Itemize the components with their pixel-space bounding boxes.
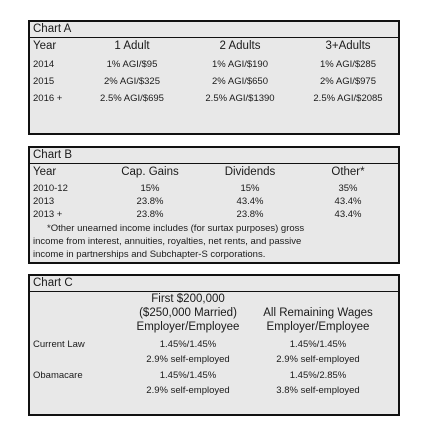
chart-b-year: 2013 + — [33, 209, 63, 220]
chart-b-cell: 23.8% — [236, 209, 264, 220]
table-row — [30, 209, 398, 223]
chart-b-cell: 15% — [240, 183, 260, 194]
chart-c-cell: 1.45%/2.85% — [289, 370, 347, 381]
chart-b-col-other: Other* — [331, 166, 365, 178]
chart-b-cell: 23.8% — [136, 196, 164, 207]
chart-a-year: 2014 — [33, 59, 55, 70]
chart-b-cell: 35% — [338, 183, 358, 194]
chart-a-cell: 2% AGI/$650 — [212, 76, 268, 87]
chart-a-col-year: Year — [33, 40, 57, 52]
chart-b-cell: 23.8% — [136, 209, 164, 220]
chart-b-year: 2013 — [33, 196, 55, 207]
chart-c-cell: 2.9% self-employed — [146, 385, 230, 396]
chart-a-header-row — [30, 40, 398, 54]
chart-c-cell: 1.45%/1.45% — [289, 339, 347, 350]
chart-b-footnote — [33, 222, 395, 261]
chart-a-title-rule — [30, 37, 398, 38]
chart-b-header-row — [30, 166, 398, 180]
chart-a-box — [28, 20, 400, 135]
chart-c-cell: 1.45%/1.45% — [159, 339, 217, 350]
chart-a-cell: 2.5% AGI/$1390 — [205, 93, 275, 104]
footnote-line: income in partnerships and Subchapter-S corporations. — [33, 249, 266, 260]
footnote-line: *Other unearned income includes (for surtax purposes) gross — [47, 223, 305, 234]
chart-a-year: 2016 + — [33, 93, 63, 104]
footnote-line: income from interest, annuities, royalties, net rents, and passive — [33, 236, 302, 247]
chart-a-cell: 1% AGI/$285 — [320, 59, 376, 70]
chart-c-cell: 2.9% self-employed — [276, 354, 360, 365]
chart-c-col2-head-line2: Employer/Employee — [266, 321, 370, 333]
chart-b-col-dividends: Dividends — [224, 166, 276, 178]
chart-b-cell: 43.4% — [334, 209, 362, 220]
chart-b-year: 2010-12 — [33, 183, 68, 194]
chart-c-row-label: Current Law — [33, 339, 85, 350]
chart-b-title-rule — [30, 163, 398, 164]
chart-c-col1-head-line3: Employer/Employee — [136, 321, 240, 333]
chart-c-box — [28, 274, 400, 416]
chart-a-col-1-adult: 1 Adult — [114, 40, 150, 52]
chart-a-col-3-adults: 3+Adults — [325, 40, 371, 52]
chart-a-cell: 1% AGI/$190 — [212, 59, 268, 70]
chart-c-title-rule — [30, 291, 398, 292]
chart-b-col-cap-gains: Cap. Gains — [121, 166, 179, 178]
chart-b-cell: 43.4% — [334, 196, 362, 207]
chart-b-cell: 15% — [140, 183, 160, 194]
chart-c-col1-head-line1: First $200,000 — [151, 293, 225, 305]
chart-b-box — [28, 146, 400, 264]
chart-a-cell: 2.5% AGI/$2085 — [313, 93, 383, 104]
chart-b-title: Chart B — [33, 149, 72, 161]
chart-a-title: Chart A — [33, 23, 72, 35]
chart-c-cell: 3.8% self-employed — [276, 385, 360, 396]
chart-c-col2-head-line1: All Remaining Wages — [263, 307, 373, 319]
chart-a-cell: 2% AGI/$975 — [320, 76, 376, 87]
chart-c-col1-head-line2: ($250,000 Married) — [139, 307, 237, 319]
chart-a-col-2-adults: 2 Adults — [219, 40, 261, 52]
chart-a-cell: 2% AGI/$325 — [104, 76, 160, 87]
chart-c-title: Chart C — [33, 277, 73, 289]
table-row — [30, 93, 398, 107]
chart-b-cell: 43.4% — [236, 196, 264, 207]
table-row — [30, 76, 398, 90]
table-row — [30, 196, 398, 210]
chart-a-year: 2015 — [33, 76, 55, 87]
chart-c-row-label: Obamacare — [33, 370, 83, 381]
chart-b-col-year: Year — [33, 166, 57, 178]
table-row — [30, 183, 398, 197]
chart-a-cell: 1% AGI/$95 — [106, 59, 158, 70]
chart-c-cell: 1.45%/1.45% — [159, 370, 217, 381]
chart-c-cell: 2.9% self-employed — [146, 354, 230, 365]
table-row — [30, 59, 398, 73]
chart-a-cell: 2.5% AGI/$695 — [100, 93, 164, 104]
